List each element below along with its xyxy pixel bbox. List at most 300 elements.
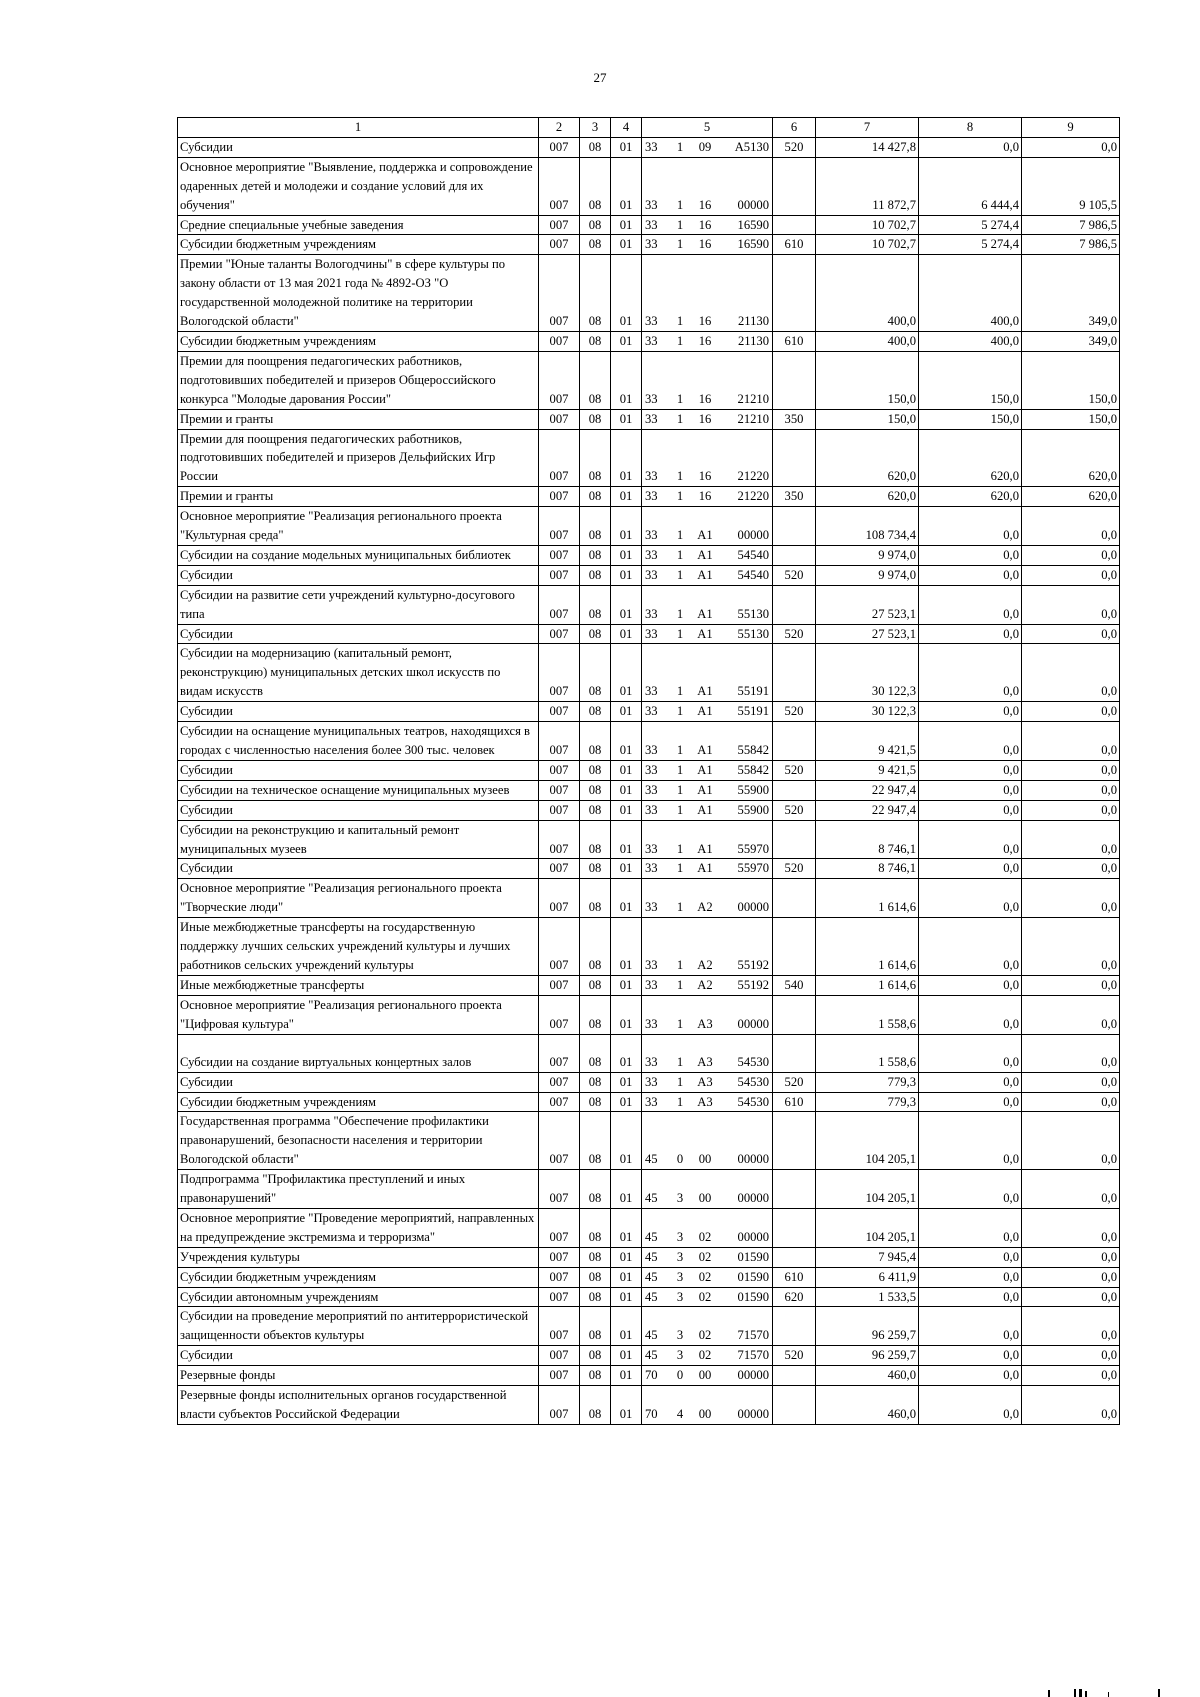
row-subsection-code: 01 <box>611 565 642 585</box>
row-target-article <box>642 800 773 820</box>
row-amount-col7: 1 614,6 <box>816 918 919 976</box>
row-amount-col8: 0,0 <box>919 722 1022 761</box>
row-amount-col8: 0,0 <box>919 1287 1022 1307</box>
target-article-part: A1 <box>697 567 713 582</box>
row-target-article <box>642 702 773 722</box>
target-article-part: 02 <box>698 1289 712 1304</box>
row-expense-type <box>773 157 816 215</box>
target-article-part: 1 <box>676 547 684 562</box>
row-target-article <box>642 507 773 546</box>
table-row <box>178 1287 1120 1307</box>
target-article-part: 33 <box>645 1074 658 1089</box>
row-amount-col8: 400,0 <box>919 331 1022 351</box>
row-amount-col8: 620,0 <box>919 429 1022 487</box>
row-name: Субсидии бюджетным учреждениям <box>178 1092 539 1112</box>
table-row <box>178 429 1120 487</box>
row-amount-col7: 460,0 <box>816 1366 919 1386</box>
row-ministry-code: 007 <box>539 879 580 918</box>
table-row <box>178 157 1120 215</box>
row-expense-type <box>773 585 816 624</box>
target-article-part: 00000 <box>737 1407 769 1421</box>
target-article-part: 00000 <box>737 1152 769 1167</box>
target-article-part: 1 <box>676 977 684 992</box>
row-target-article <box>642 644 773 702</box>
target-article-part: 1 <box>676 237 684 252</box>
table-row <box>178 507 1120 546</box>
row-name: Субсидии на модернизацию (капитальный ремонт, реконструкцию) муниципальных детских школ искусств по видам искусств <box>178 644 539 702</box>
row-name: Резервные фонды <box>178 1366 539 1386</box>
target-article-parts <box>645 898 769 917</box>
target-article-part: 01590 <box>737 1269 769 1284</box>
row-expense-type <box>773 1112 816 1170</box>
row-name: Субсидии на развитие сети учреждений культурно-досугового типа <box>178 585 539 624</box>
row-name: Субсидии <box>178 800 539 820</box>
target-article-part: A1 <box>697 743 713 757</box>
row-amount-col8: 0,0 <box>919 1034 1022 1072</box>
row-amount-col7: 9 974,0 <box>816 545 919 565</box>
row-expense-type: 520 <box>773 1346 816 1366</box>
target-article-part: 54540 <box>737 567 769 582</box>
target-article-part: 3 <box>676 1191 684 1206</box>
row-subsection-code: 01 <box>611 1307 642 1346</box>
row-section-code: 08 <box>580 1072 611 1092</box>
row-amount-col7: 150,0 <box>816 409 919 429</box>
row-name: Субсидии <box>178 702 539 722</box>
header-cell: 7 <box>816 118 919 138</box>
target-article-part: 16 <box>698 237 712 252</box>
target-article-part: 1 <box>676 782 684 797</box>
row-name: Субсидии бюджетным учреждениям <box>178 331 539 351</box>
row-amount-col9: 0,0 <box>1022 879 1120 918</box>
row-amount-col9: 0,0 <box>1022 624 1120 644</box>
target-article-part: A2 <box>697 957 713 972</box>
row-section-code: 08 <box>580 545 611 565</box>
row-amount-col7: 9 974,0 <box>816 565 919 585</box>
row-name: Иные межбюджетные трансферты на государственную поддержку лучших сельских учреждений культуры и лучших работников сельских учреждений культуры <box>178 918 539 976</box>
row-target-article <box>642 235 773 255</box>
row-amount-col9: 150,0 <box>1022 409 1120 429</box>
row-expense-type <box>773 215 816 235</box>
row-expense-type: 620 <box>773 1287 816 1307</box>
row-amount-col8: 0,0 <box>919 1247 1022 1267</box>
target-article-parts <box>645 625 769 644</box>
row-target-article <box>642 487 773 507</box>
target-article-part: 33 <box>645 704 658 719</box>
row-target-article <box>642 1072 773 1092</box>
row-amount-col9: 0,0 <box>1022 1267 1120 1287</box>
target-article-part: A1 <box>697 547 713 562</box>
row-target-article <box>642 215 773 235</box>
row-target-article <box>642 859 773 879</box>
row-section-code: 08 <box>580 859 611 879</box>
row-amount-col7: 8 746,1 <box>816 820 919 859</box>
row-name: Субсидии <box>178 137 539 157</box>
row-name: Иные межбюджетные трансферты <box>178 975 539 995</box>
row-expense-type <box>773 507 816 546</box>
table-row <box>178 702 1120 722</box>
target-article-part: 00000 <box>737 528 769 543</box>
row-subsection-code: 01 <box>611 1346 642 1366</box>
target-article-part: 00 <box>698 1191 712 1206</box>
row-amount-col8: 150,0 <box>919 409 1022 429</box>
row-section-code: 08 <box>580 1346 611 1366</box>
row-amount-col7: 400,0 <box>816 331 919 351</box>
row-section-code: 08 <box>580 507 611 546</box>
row-amount-col7: 27 523,1 <box>816 585 919 624</box>
target-article-part: 55900 <box>737 802 769 817</box>
row-amount-col9: 0,0 <box>1022 1112 1120 1170</box>
row-name: Субсидии <box>178 859 539 879</box>
row-amount-col7: 104 205,1 <box>816 1208 919 1247</box>
target-article-part: 70 <box>645 1368 658 1383</box>
row-amount-col9: 0,0 <box>1022 1287 1120 1307</box>
target-article-part: 71570 <box>737 1348 769 1363</box>
row-amount-col8: 0,0 <box>919 879 1022 918</box>
target-article-part: 3 <box>676 1249 684 1264</box>
row-ministry-code: 007 <box>539 975 580 995</box>
row-name: Основное мероприятие "Реализация регионального проекта "Творческие люди" <box>178 879 539 918</box>
row-amount-col9: 0,0 <box>1022 722 1120 761</box>
row-amount-col9: 0,0 <box>1022 918 1120 976</box>
row-ministry-code: 007 <box>539 585 580 624</box>
row-target-article <box>642 565 773 585</box>
target-article-part: 1 <box>676 139 684 154</box>
row-target-article <box>642 975 773 995</box>
row-section-code: 08 <box>580 487 611 507</box>
table-row <box>178 565 1120 585</box>
target-article-part: A1 <box>697 606 713 621</box>
row-subsection-code: 01 <box>611 585 642 624</box>
target-article-part: 3 <box>676 1229 684 1244</box>
table-row <box>178 800 1120 820</box>
row-amount-col9: 0,0 <box>1022 1366 1120 1386</box>
row-amount-col8: 0,0 <box>919 1208 1022 1247</box>
row-section-code: 08 <box>580 879 611 918</box>
target-article-part: A3 <box>697 1094 713 1109</box>
table-row <box>178 585 1120 624</box>
target-article-part: 55900 <box>737 782 769 797</box>
row-expense-type <box>773 1034 816 1072</box>
target-article-part: 33 <box>645 197 658 212</box>
row-target-article <box>642 624 773 644</box>
row-ministry-code: 007 <box>539 800 580 820</box>
row-section-code: 08 <box>580 722 611 761</box>
row-expense-type: 520 <box>773 859 816 879</box>
row-target-article <box>642 1267 773 1287</box>
target-article-part: 1 <box>676 217 684 232</box>
row-subsection-code: 01 <box>611 624 642 644</box>
row-expense-type <box>773 429 816 487</box>
table-row <box>178 351 1120 409</box>
row-ministry-code: 007 <box>539 702 580 722</box>
row-amount-col8: 0,0 <box>919 918 1022 976</box>
row-section-code: 08 <box>580 1208 611 1247</box>
target-article-part: 55970 <box>737 841 769 856</box>
row-amount-col7: 10 702,7 <box>816 215 919 235</box>
row-name: Субсидии на создание модельных муниципальных библиотек <box>178 545 539 565</box>
row-expense-type <box>773 644 816 702</box>
row-subsection-code: 01 <box>611 820 642 859</box>
row-amount-col9: 0,0 <box>1022 1034 1120 1072</box>
row-amount-col8: 0,0 <box>919 624 1022 644</box>
target-article-parts <box>645 1053 769 1072</box>
target-article-part: 21130 <box>737 333 769 348</box>
row-amount-col8: 0,0 <box>919 1307 1022 1346</box>
header-cell: 1 <box>178 118 539 138</box>
row-target-article <box>642 918 773 976</box>
row-subsection-code: 01 <box>611 644 642 702</box>
target-article-part: 1 <box>676 841 684 856</box>
table-row <box>178 1386 1120 1425</box>
target-article-part: 00 <box>698 1407 712 1421</box>
target-article-part: 1 <box>676 411 684 426</box>
row-section-code: 08 <box>580 780 611 800</box>
row-name: Субсидии на реконструкцию и капитальный ремонт муниципальных музеев <box>178 820 539 859</box>
target-article-part: 45 <box>645 1249 658 1264</box>
target-article-part: 1 <box>676 1054 684 1069</box>
target-article-part: 33 <box>645 841 658 856</box>
row-target-article <box>642 879 773 918</box>
row-target-article <box>642 820 773 859</box>
target-article-part: 1 <box>676 762 684 777</box>
row-subsection-code: 01 <box>611 1267 642 1287</box>
row-expense-type: 350 <box>773 409 816 429</box>
table-header-row <box>178 118 1120 138</box>
target-article-part: 33 <box>645 1016 658 1031</box>
table-row <box>178 215 1120 235</box>
table-row <box>178 487 1120 507</box>
target-article-part: 1 <box>676 469 684 484</box>
row-name: Основное мероприятие "Проведение мероприятий, направленных на предупреждение экстремизма и терроризма" <box>178 1208 539 1247</box>
row-amount-col8: 400,0 <box>919 255 1022 332</box>
row-target-article <box>642 1366 773 1386</box>
row-expense-type <box>773 255 816 332</box>
target-article-part: 02 <box>698 1269 712 1284</box>
row-amount-col8: 6 444,4 <box>919 157 1022 215</box>
row-amount-col9: 0,0 <box>1022 644 1120 702</box>
row-amount-col9: 0,0 <box>1022 702 1120 722</box>
table-row <box>178 1112 1120 1170</box>
target-article-parts <box>645 741 769 760</box>
page-number: 27 <box>593 70 607 85</box>
target-article-parts <box>645 781 769 800</box>
table-row <box>178 1267 1120 1287</box>
row-name: Субсидии <box>178 1346 539 1366</box>
row-subsection-code: 01 <box>611 215 642 235</box>
row-amount-col7: 779,3 <box>816 1072 919 1092</box>
target-article-part: 3 <box>676 1289 684 1304</box>
row-amount-col9: 0,0 <box>1022 1208 1120 1247</box>
row-ministry-code: 007 <box>539 507 580 546</box>
row-target-article <box>642 760 773 780</box>
row-name: Субсидии на оснащение муниципальных театров, находящихся в городах с численностью населения более 300 тыс. человек <box>178 722 539 761</box>
row-name: Субсидии <box>178 1072 539 1092</box>
target-article-part: 55192 <box>737 977 769 992</box>
row-target-article <box>642 429 773 487</box>
row-amount-col9: 0,0 <box>1022 859 1120 879</box>
target-article-part: 33 <box>645 237 658 252</box>
row-section-code: 08 <box>580 255 611 332</box>
target-article-parts <box>645 410 769 429</box>
row-subsection-code: 01 <box>611 702 642 722</box>
target-article-parts <box>645 390 769 409</box>
row-target-article <box>642 1170 773 1209</box>
row-subsection-code: 01 <box>611 255 642 332</box>
target-article-part: 71570 <box>737 1328 769 1343</box>
row-amount-col7: 150,0 <box>816 351 919 409</box>
target-article-part: 54530 <box>737 1074 769 1089</box>
row-amount-col9: 0,0 <box>1022 995 1120 1034</box>
target-article-part: 1 <box>676 391 684 406</box>
table-row <box>178 545 1120 565</box>
row-amount-col7: 22 947,4 <box>816 780 919 800</box>
row-subsection-code: 01 <box>611 1112 642 1170</box>
target-article-part: 1 <box>676 1016 684 1031</box>
row-amount-col9: 0,0 <box>1022 1346 1120 1366</box>
row-amount-col8: 0,0 <box>919 585 1022 624</box>
row-section-code: 08 <box>580 409 611 429</box>
row-expense-type: 540 <box>773 975 816 995</box>
row-ministry-code: 007 <box>539 1307 580 1346</box>
row-subsection-code: 01 <box>611 409 642 429</box>
target-article-part: 55191 <box>737 704 769 719</box>
row-amount-col9: 0,0 <box>1022 760 1120 780</box>
row-target-article <box>642 137 773 157</box>
row-amount-col7: 400,0 <box>816 255 919 332</box>
row-amount-col9: 0,0 <box>1022 800 1120 820</box>
target-article-part: 16 <box>698 333 712 348</box>
row-amount-col8: 0,0 <box>919 800 1022 820</box>
row-subsection-code: 01 <box>611 137 642 157</box>
target-article-parts <box>645 196 769 215</box>
table-row <box>178 1247 1120 1267</box>
row-subsection-code: 01 <box>611 429 642 487</box>
row-amount-col9: 0,0 <box>1022 780 1120 800</box>
row-amount-col8: 0,0 <box>919 1112 1022 1170</box>
target-article-part: 33 <box>645 762 658 777</box>
row-section-code: 08 <box>580 1034 611 1072</box>
target-article-parts <box>645 702 769 721</box>
row-ministry-code: 007 <box>539 1247 580 1267</box>
row-subsection-code: 01 <box>611 800 642 820</box>
row-expense-type: 350 <box>773 487 816 507</box>
row-amount-col8: 0,0 <box>919 975 1022 995</box>
target-article-part: 33 <box>645 626 658 641</box>
target-article-parts <box>645 956 769 975</box>
target-article-part: 33 <box>645 314 658 329</box>
row-name: Премии и гранты <box>178 409 539 429</box>
row-target-article <box>642 1208 773 1247</box>
row-subsection-code: 01 <box>611 1072 642 1092</box>
row-expense-type: 520 <box>773 137 816 157</box>
row-ministry-code: 007 <box>539 137 580 157</box>
target-article-parts <box>645 1073 769 1092</box>
row-target-article <box>642 1287 773 1307</box>
row-expense-type <box>773 879 816 918</box>
target-article-part: 55842 <box>737 743 769 757</box>
target-article-part: 1 <box>676 802 684 817</box>
row-section-code: 08 <box>580 215 611 235</box>
row-ministry-code: 007 <box>539 1170 580 1209</box>
target-article-parts <box>645 1189 769 1208</box>
row-target-article <box>642 1346 773 1366</box>
target-article-part: 01590 <box>737 1249 769 1264</box>
target-article-part: 21220 <box>737 469 769 484</box>
row-ministry-code: 007 <box>539 1072 580 1092</box>
target-article-parts <box>645 1268 769 1287</box>
row-name: Премии для поощрения педагогических работников, подготовивших победителей и призеров Общероссийского конкурса "Молодые дарования России" <box>178 351 539 409</box>
row-section-code: 08 <box>580 429 611 487</box>
target-article-part: 00000 <box>737 1229 769 1244</box>
row-ministry-code: 007 <box>539 859 580 879</box>
row-ministry-code: 007 <box>539 331 580 351</box>
row-section-code: 08 <box>580 565 611 585</box>
row-name: Премии "Юные таланты Вологодчины" в сфере культуры по закону области от 13 мая 2021 года № 4892-ОЗ "О государственной молодежной политике на территории Вологодской области" <box>178 255 539 332</box>
row-amount-col7: 104 205,1 <box>816 1170 919 1209</box>
target-article-part: 1 <box>676 861 684 876</box>
row-amount-col8: 0,0 <box>919 859 1022 879</box>
row-amount-col7: 1 558,6 <box>816 1034 919 1072</box>
target-article-part: 02 <box>698 1328 712 1343</box>
row-target-article <box>642 351 773 409</box>
row-amount-col9: 9 105,5 <box>1022 157 1120 215</box>
target-article-part: 21210 <box>737 411 769 426</box>
row-subsection-code: 01 <box>611 1092 642 1112</box>
target-article-part: 1 <box>676 528 684 543</box>
target-article-part: 33 <box>645 567 658 582</box>
row-amount-col8: 0,0 <box>919 820 1022 859</box>
target-article-parts <box>645 1150 769 1169</box>
target-article-part: 33 <box>645 391 658 406</box>
row-ministry-code: 007 <box>539 644 580 702</box>
row-ministry-code: 007 <box>539 780 580 800</box>
target-article-part: 45 <box>645 1229 658 1244</box>
table-row <box>178 137 1120 157</box>
row-amount-col9: 0,0 <box>1022 820 1120 859</box>
row-section-code: 08 <box>580 1386 611 1425</box>
table-row <box>178 1170 1120 1209</box>
row-ministry-code: 007 <box>539 429 580 487</box>
target-article-part: 45 <box>645 1328 658 1343</box>
target-article-part: 1 <box>676 1074 684 1089</box>
row-ministry-code: 007 <box>539 565 580 585</box>
target-article-part: 55842 <box>737 762 769 777</box>
row-ministry-code: 007 <box>539 995 580 1034</box>
row-section-code: 08 <box>580 1267 611 1287</box>
target-article-part: 1 <box>676 704 684 719</box>
target-article-part: A5130 <box>734 139 769 154</box>
row-subsection-code: 01 <box>611 975 642 995</box>
target-article-part: 16590 <box>737 217 769 232</box>
target-article-part: 09 <box>698 139 712 154</box>
row-expense-type <box>773 918 816 976</box>
row-amount-col7: 1 614,6 <box>816 975 919 995</box>
target-article-part: 02 <box>698 1348 712 1363</box>
row-expense-type <box>773 1307 816 1346</box>
row-ministry-code: 007 <box>539 255 580 332</box>
row-amount-col9: 0,0 <box>1022 1170 1120 1209</box>
target-article-part: 45 <box>645 1289 658 1304</box>
target-article-part: 00 <box>698 1152 712 1167</box>
row-expense-type: 520 <box>773 760 816 780</box>
row-ministry-code: 007 <box>539 1366 580 1386</box>
target-article-part: 01590 <box>737 1289 769 1304</box>
row-amount-col7: 10 702,7 <box>816 235 919 255</box>
target-article-parts <box>645 840 769 859</box>
target-article-parts <box>645 1093 769 1112</box>
row-amount-col8: 0,0 <box>919 644 1022 702</box>
header-cell: 4 <box>611 118 642 138</box>
